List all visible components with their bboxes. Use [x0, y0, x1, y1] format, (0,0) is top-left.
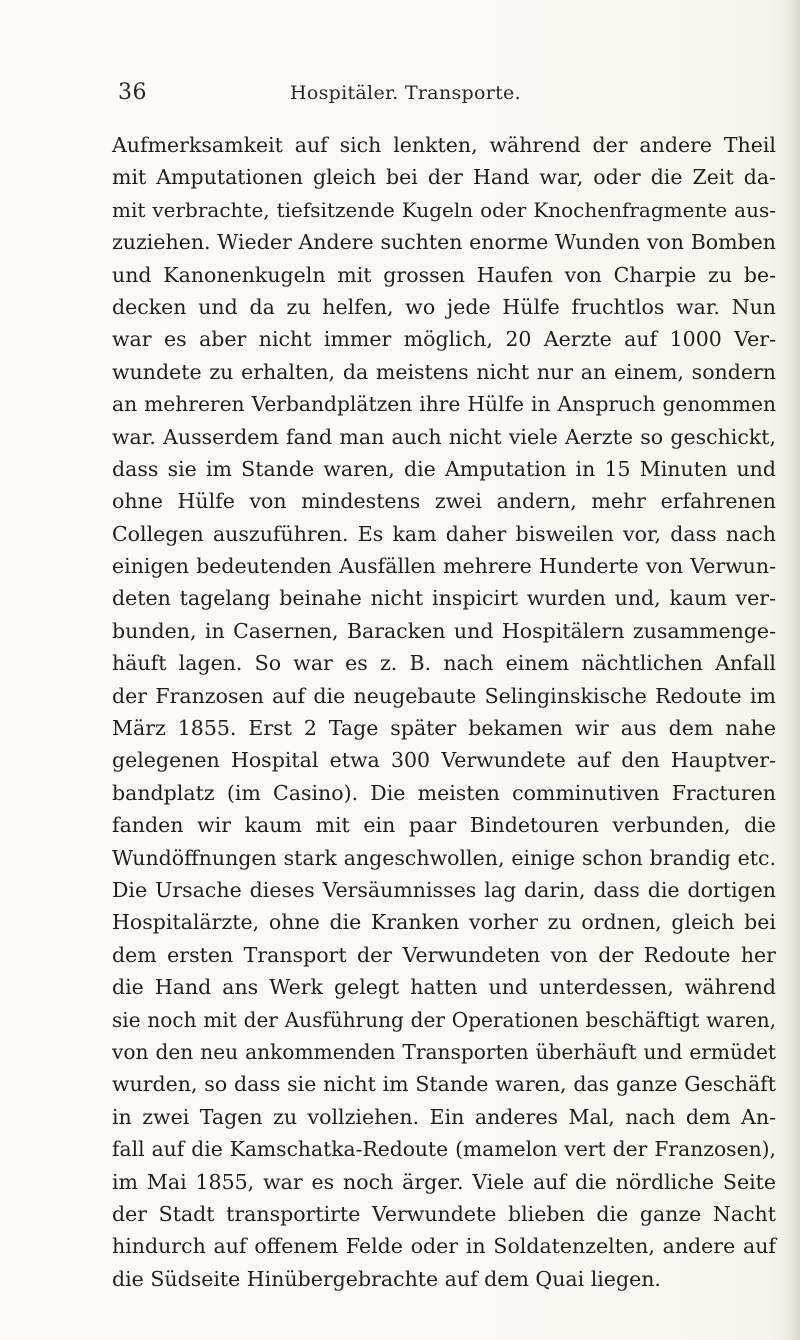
text-line: März 1855. Erst 2 Tage später bekamen wir aus dem nahe: [112, 716, 776, 741]
text-line: gelegenen Hospital etwa 300 Verwundete auf den Hauptver-: [112, 748, 776, 773]
text-line: zuziehen. Wieder Andere suchten enorme Wunden von Bomben: [112, 230, 776, 255]
text-line: von den neu ankommenden Transporten überhäuft und ermüdet: [112, 1039, 776, 1064]
page-edge-shadow: [786, 0, 800, 1340]
text-line: der Stadt transportirte Verwundete blieben die ganze Nacht: [112, 1201, 776, 1226]
text-line: der Franzosen auf die neugebaute Selinginskische Redoute im: [112, 683, 776, 708]
text-line: in zwei Tagen zu vollziehen. Ein anderes Mal, nach dem An-: [112, 1104, 776, 1129]
text-line: an mehreren Verbandplätzen ihre Hülfe in Anspruch genommen: [112, 392, 776, 417]
text-line: und Kanonenkugeln mit grossen Haufen von Charpie zu be-: [112, 262, 776, 287]
text-line: deten tagelang beinahe nicht inspicirt wurden und, kaum ver-: [112, 586, 776, 611]
text-line: häuft lagen. So war es z. B. nach einem nächtlichen Anfall: [112, 651, 776, 676]
text-line: war. Ausserdem fand man auch nicht viele Aerzte so geschickt,: [112, 424, 776, 449]
text-line: Hospitalärzte, ohne die Kranken vorher zu ordnen, gleich bei: [112, 910, 776, 935]
text-line: bandplatz (im Casino). Die meisten comminutiven Fracturen: [112, 780, 776, 805]
running-head: Hospitäler. Transporte.: [290, 82, 521, 104]
text-line: wurden, so dass sie nicht im Stande waren, das ganze Geschäft: [112, 1072, 776, 1097]
text-line: sie noch mit der Ausführung der Operationen beschäftigt waren,: [112, 1007, 776, 1032]
text-line: die Südseite Hinübergebrachte auf dem Quai liegen.: [112, 1266, 661, 1291]
text-line: mit verbrachte, tiefsitzende Kugeln oder Knochenfragmente aus-: [112, 197, 776, 222]
text-line: Collegen auszuführen. Es kam daher bisweilen vor, dass nach: [112, 521, 776, 546]
text-line: im Mai 1855, war es noch ärger. Viele auf die nördliche Seite: [112, 1169, 776, 1194]
text-line: ohne Hülfe von mindestens zwei andern, mehr erfahrenen: [112, 489, 776, 514]
text-line: dem ersten Transport der Verwundeten von der Redoute her: [112, 942, 776, 967]
text-line: einigen bedeutenden Ausfällen mehrere Hunderte von Verwun-: [112, 554, 776, 579]
text-line: Wundöffnungen stark angeschwollen, einige schon brandig etc.: [112, 845, 776, 870]
text-line: wundete zu erhalten, da meistens nicht nur an einem, sondern: [112, 359, 776, 384]
text-line: die Hand ans Werk gelegt hatten und unterdessen, während: [112, 975, 776, 1000]
text-line: bunden, in Casernen, Baracken und Hospitälern zusammenge-: [112, 618, 776, 643]
text-line: Die Ursache dieses Versäumnisses lag darin, dass die dortigen: [112, 877, 776, 902]
text-line: hindurch auf offenem Felde oder in Soldatenzelten, andere auf: [112, 1234, 776, 1259]
page-number: 36: [118, 80, 147, 105]
text-line: fall auf die Kamschatka-Redoute (mamelon vert der Franzosen),: [112, 1137, 776, 1162]
body-text: [112, 129, 776, 1295]
text-line: mit Amputationen gleich bei der Hand war, oder die Zeit da-: [112, 165, 776, 190]
text-line: war es aber nicht immer möglich, 20 Aerzte auf 1000 Ver-: [112, 327, 776, 352]
text-line: dass sie im Stande waren, die Amputation in 15 Minuten und: [112, 456, 776, 481]
text-line: fanden wir kaum mit ein paar Bindetouren verbunden, die: [112, 813, 776, 838]
text-line: Aufmerksamkeit auf sich lenkten, während der andere Theil: [112, 133, 776, 157]
text-line: decken und da zu helfen, wo jede Hülfe fruchtlos war. Nun: [112, 294, 776, 319]
page-header: [118, 80, 718, 114]
